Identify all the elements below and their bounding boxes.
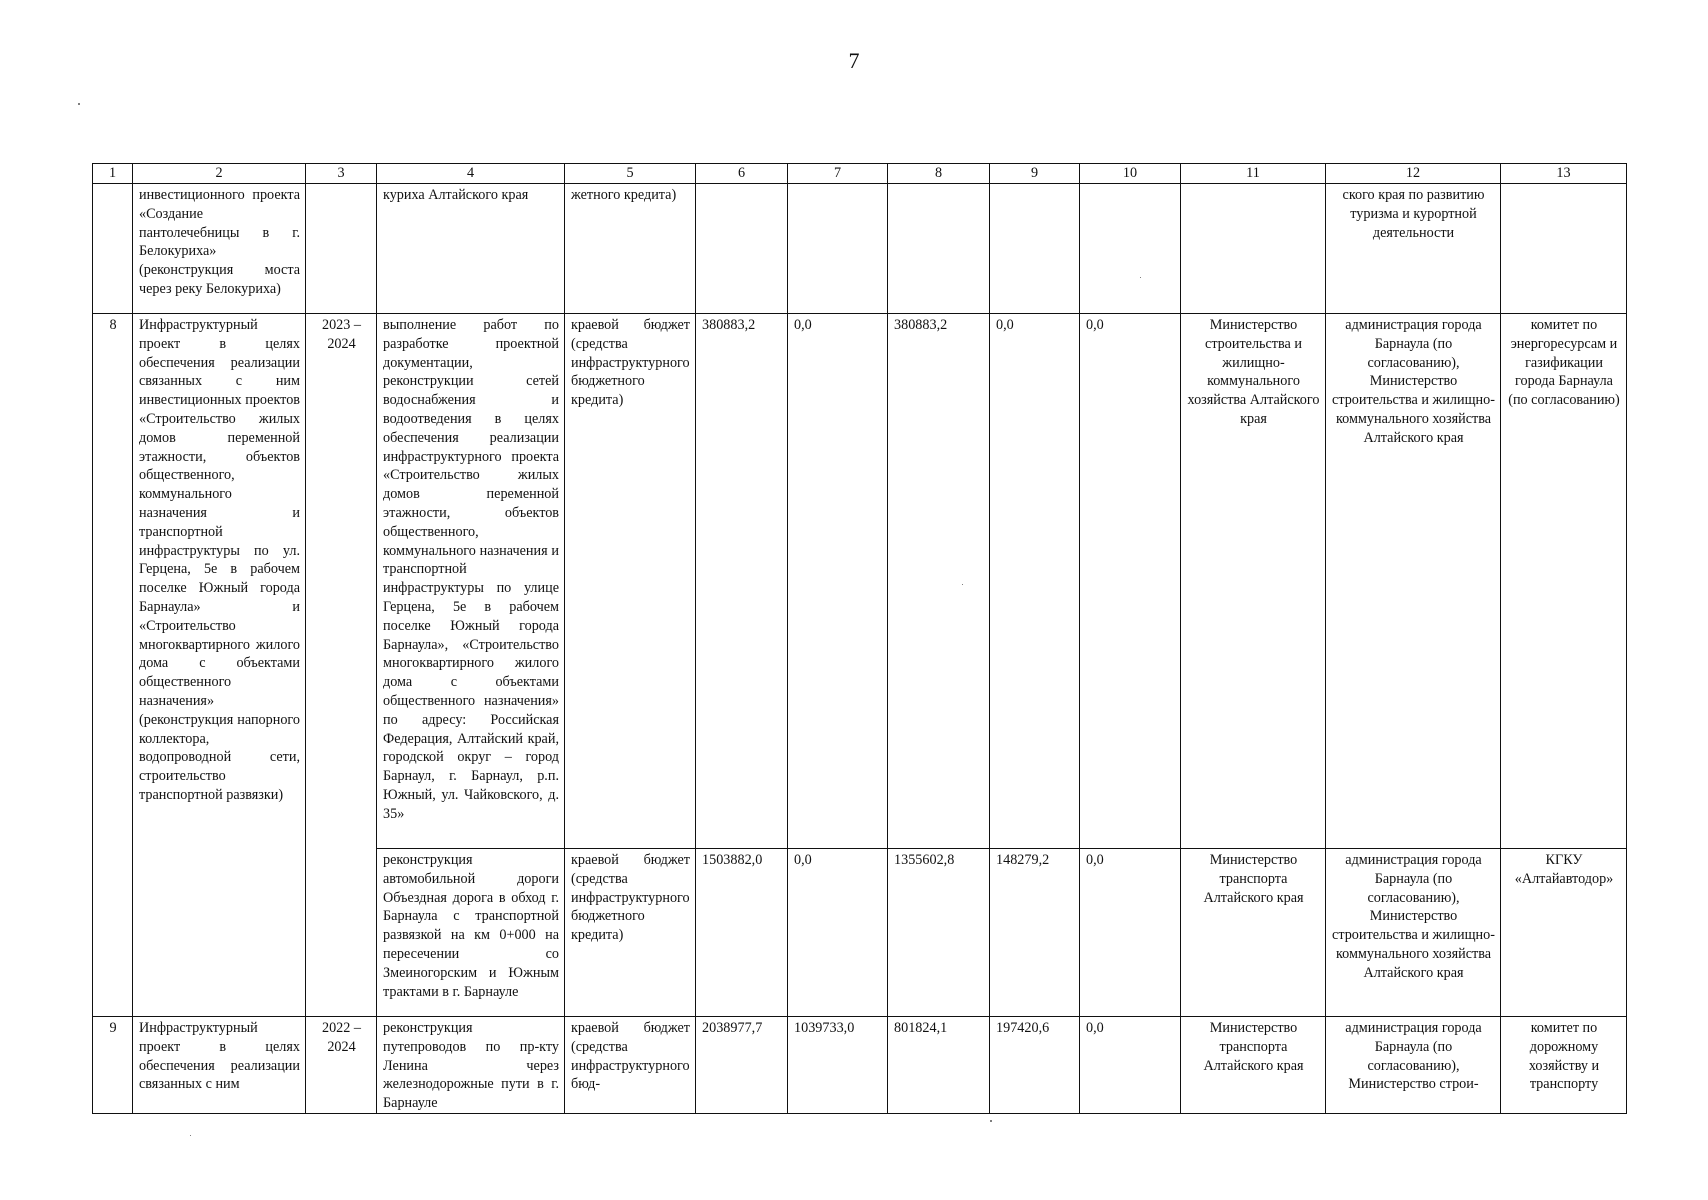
period-cell	[306, 184, 377, 314]
page-number: 7	[848, 48, 860, 73]
amount-2024-cell: 197420,6	[990, 1017, 1080, 1114]
column-number: 11	[1181, 164, 1326, 184]
funding-source-cell: краевой бюджет (средства инфраструктурного бюд-	[565, 1017, 696, 1114]
column-number: 6	[696, 164, 788, 184]
participant-cell	[1501, 184, 1627, 314]
row-number: 9	[93, 1017, 133, 1114]
table-row	[93, 184, 1627, 314]
row-number	[93, 184, 133, 314]
period-cell: 2023 – 2024	[306, 314, 377, 1017]
scan-speck	[990, 1120, 992, 1122]
responsible-cell: Министерство транспорта Алтайского края	[1181, 1017, 1326, 1114]
amount-2023-cell: 1355602,8	[888, 849, 990, 1017]
column-number: 3	[306, 164, 377, 184]
scan-speck	[190, 1135, 191, 1136]
amount-2024-cell: 0,0	[990, 314, 1080, 849]
column-number-row	[93, 164, 1627, 184]
activity-cell: куриха Алтайского края	[377, 184, 565, 314]
amount-2025-cell: 0,0	[1080, 849, 1181, 1017]
row-number: 8	[93, 314, 133, 1017]
amount-2025-cell: 0,0	[1080, 314, 1181, 849]
column-number: 9	[990, 164, 1080, 184]
funding-source-cell: краевой бюджет (средства инфраструктурного бюджетного кредита)	[565, 314, 696, 849]
amount-2023-cell: 380883,2	[888, 314, 990, 849]
amount-2022-cell: 0,0	[788, 849, 888, 1017]
amount-2023-cell: 801824,1	[888, 1017, 990, 1114]
amount-2022-cell: 1039733,0	[788, 1017, 888, 1114]
amount-2025-cell	[1080, 184, 1181, 314]
column-number: 8	[888, 164, 990, 184]
participant-cell: КГКУ «Алтайавтодор»	[1501, 849, 1627, 1017]
amount-total-cell: 1503882,0	[696, 849, 788, 1017]
amount-total-cell	[696, 184, 788, 314]
project-name-cell: Инфраструктурный проект в целях обеспечения реализации связанных с ним инвестиционных проектов «Строительство жилых домов переменной этажности, объектов общественного, коммунального назначения и транспортной инфраструктуры по ул. Герцена, 5е в рабочем поселке Южный города Барнаула» и «Строительство многоквартирного жилого дома с объектами общественного назначения» (реконструкция напорного коллектора, водопроводной сети, строительство транспортной развязки)	[133, 314, 306, 1017]
column-number: 12	[1326, 164, 1501, 184]
program-table	[92, 163, 1627, 1114]
coexecutor-cell: администрация города Барнаула (по согласованию), Министерство строительства и жилищно-коммунального хозяйства Алтайского края	[1326, 314, 1501, 849]
column-number: 4	[377, 164, 565, 184]
scan-speck	[962, 584, 963, 585]
table-row	[93, 314, 1627, 849]
responsible-cell: Министерство строительства и жилищно-коммунального хозяйства Алтайского края	[1181, 314, 1326, 849]
amount-2022-cell: 0,0	[788, 314, 888, 849]
coexecutor-cell: ского края по развитию туризма и курортной деятельности	[1326, 184, 1501, 314]
activity-cell: реконструкция путепроводов по пр-кту Ленина через железнодорожные пути в г. Барнауле	[377, 1017, 565, 1114]
activity-cell: реконструкция автомобильной дороги Объездная дорога в обход г. Барнаула с транспортной развязкой на км 0+000 на пересечении со Змеиногорским и Южным трактами в г. Барнауле	[377, 849, 565, 1017]
responsible-cell: Министерство транспорта Алтайского края	[1181, 849, 1326, 1017]
participant-cell: комитет по дорожному хозяйству и транспорту	[1501, 1017, 1627, 1114]
coexecutor-cell: администрация города Барнаула (по согласованию), Министерство строи-	[1326, 1017, 1501, 1114]
amount-total-cell: 2038977,7	[696, 1017, 788, 1114]
participant-cell: комитет по энергоресурсам и газификации города Барнаула (по согласованию)	[1501, 314, 1627, 849]
amount-2024-cell: 148279,2	[990, 849, 1080, 1017]
column-number: 5	[565, 164, 696, 184]
amount-total-cell: 380883,2	[696, 314, 788, 849]
amount-2022-cell	[788, 184, 888, 314]
column-number: 10	[1080, 164, 1181, 184]
coexecutor-cell: администрация города Барнаула (по согласованию), Министерство строительства и жилищно-коммунального хозяйства Алтайского края	[1326, 849, 1501, 1017]
amount-2023-cell	[888, 184, 990, 314]
column-number: 7	[788, 164, 888, 184]
period-cell: 2022 – 2024	[306, 1017, 377, 1114]
funding-source-cell: жетного кредита)	[565, 184, 696, 314]
responsible-cell	[1181, 184, 1326, 314]
scan-speck	[1140, 277, 1141, 278]
table-row	[93, 1017, 1627, 1114]
scan-speck	[78, 103, 80, 105]
column-number: 1	[93, 164, 133, 184]
project-name-cell: Инфраструктурный проект в целях обеспечения реализации связанных с ним	[133, 1017, 306, 1114]
project-name-cell: инвестиционного проекта «Создание пантолечебницы в г. Белокуриха» (реконструкция моста через реку Белокуриха)	[133, 184, 306, 314]
activity-cell: выполнение работ по разработке проектной документации, реконструкции сетей водоснабжения и водоотведения в целях обеспечения реализации инфраструктурного проекта «Строительство жилых домов переменной этажности, объектов общественного, коммунального назначения и транспортной инфраструктуры по улице Герцена, 5е в рабочем поселке Южный города Барнаула», «Строительство многоквартирного жилого дома с объектами общественного назначения» по адресу: Российская Федерация, Алтайский край, городской округ – город Барнаул, г. Барнаул, р.п. Южный, ул. Чайковского, д. 35»	[377, 314, 565, 849]
amount-2025-cell: 0,0	[1080, 1017, 1181, 1114]
amount-2024-cell	[990, 184, 1080, 314]
column-number: 13	[1501, 164, 1627, 184]
funding-source-cell: краевой бюджет (средства инфраструктурного бюджетного кредита)	[565, 849, 696, 1017]
column-number: 2	[133, 164, 306, 184]
